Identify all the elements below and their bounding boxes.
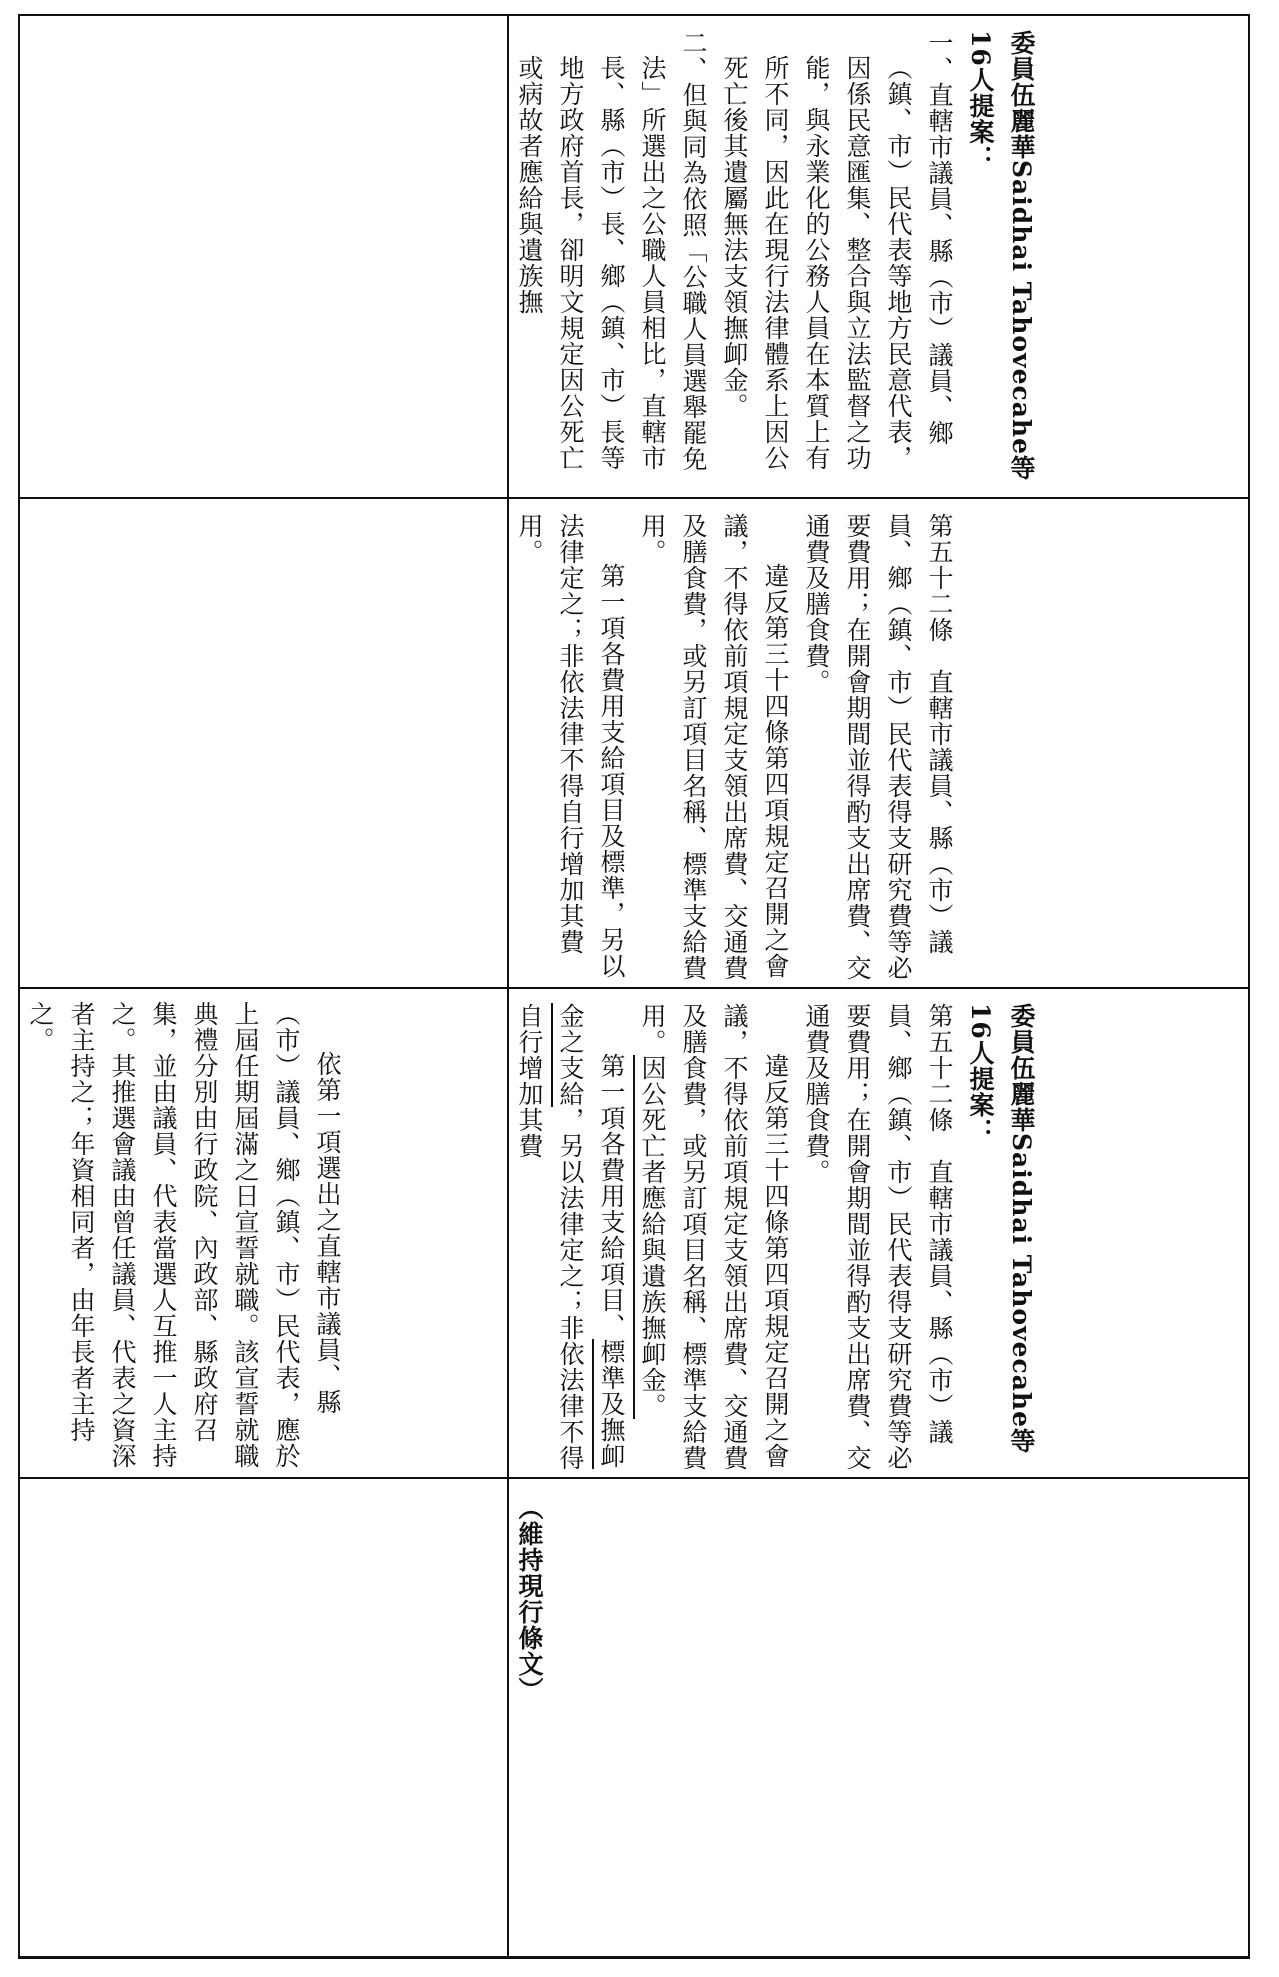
- row2-col-proposal-cell: [509, 989, 1247, 1476]
- reason-heading-1: 委員伍麗華Saidhai Tahovecahe等: [1007, 30, 1036, 482]
- row2-col-current-cell: [509, 499, 1247, 986]
- proposal-para-2-underlined: 因公死亡者應給與遺族撫卹金。: [638, 1055, 667, 1419]
- proposal-article-para-1: 第五十二條 直轄市議員、縣（市）議員、鄉（鎮、市）民代表得支研究費等必要費用；在開會期間並得酌支出席費、交通費及膳食費。: [802, 1003, 954, 1471]
- proposal-para-3-underlined: 標準及撫卹金之支給: [556, 1003, 626, 1469]
- maintain-current-note: （維持現行條文）: [515, 1495, 544, 1703]
- current-article-para-3: 第一項各費用支給項目及標準，另以法律定之；非依法律不得自行增加其費用。: [515, 513, 626, 979]
- table-right-border: [1248, 14, 1250, 1956]
- proposal-heading-1: 委員伍麗華Saidhai Tahovecahe等: [1007, 1003, 1036, 1455]
- proposal-article-para-2: [632, 1003, 796, 1476]
- row2-col-reason-cell: [509, 16, 1247, 496]
- row1-col-note-cell: [20, 1479, 506, 1955]
- row2-col-note-cell: [509, 1479, 1247, 1955]
- reason-heading-2: 16人提案：: [966, 30, 995, 171]
- reason-item-2: 二、但與同為依照「公職人員選舉罷免法」所選出之公職人員相比，直轄市長、縣（市）長、鄉（鎮、市）長等地方政府首長，卻明文規定因公死亡或病故者應給與遺族撫: [515, 30, 708, 472]
- reason-item-1: 一、直轄市議員、縣（市）議員、鄉（鎮、市）民代表等地方民意代表，因係民意匯集、整合與立法監督之功能，與永業化的公務人員在本質上有所不同，因此在現行法律體系上因公死亡後其遺屬無法支領撫卹金。: [720, 30, 954, 471]
- proposal-para-2-text: 違反第三十四條第四項規定召開之會議，不得依前項規定支領出席費、交通費及膳食費，或另訂項目名稱、標準支給費用。: [638, 1003, 790, 1471]
- row1-col-current-cell: [20, 499, 506, 986]
- table-bottom-border: [18, 1956, 1250, 1959]
- current-article-para-1: 第五十二條 直轄市議員、縣（市）議員、鄉（鎮、市）民代表得支研究費等必要費用；在開會期間並得酌支出席費、交通費及膳食費。: [802, 513, 954, 981]
- current-article-para-2: 違反第三十四條第四項規定召開之會議，不得依前項規定支領出席費、交通費及膳食費，或另訂項目名稱、標準支給費用。: [638, 513, 790, 981]
- row1-col-reason-cell: [20, 16, 506, 496]
- row1-col-proposal-cell: [20, 989, 506, 1476]
- row1-proposal-paragraph: 依第一項選出之直轄市議員、縣（市）議員、鄉（鎮、市）民代表，應於上屆任期屆滿之日宣誓就職。該宣誓就職典禮分別由行政院、內政部、縣政府召集，並由議員、代表當選人互推一人主持之。其推選會議由曾任議員、代表之資深者主持之；年資相同者，由年長者主持之。: [26, 1001, 342, 1469]
- proposal-heading-2: 16人提案：: [966, 1003, 995, 1144]
- proposal-para-3-text-b: ，另以法律定之；非依法律不得自行增加其費: [515, 1003, 585, 1471]
- proposal-para-3-text-a: 第一項各費用支給項目、: [597, 1053, 626, 1339]
- proposal-article-para-3: [509, 1003, 632, 1476]
